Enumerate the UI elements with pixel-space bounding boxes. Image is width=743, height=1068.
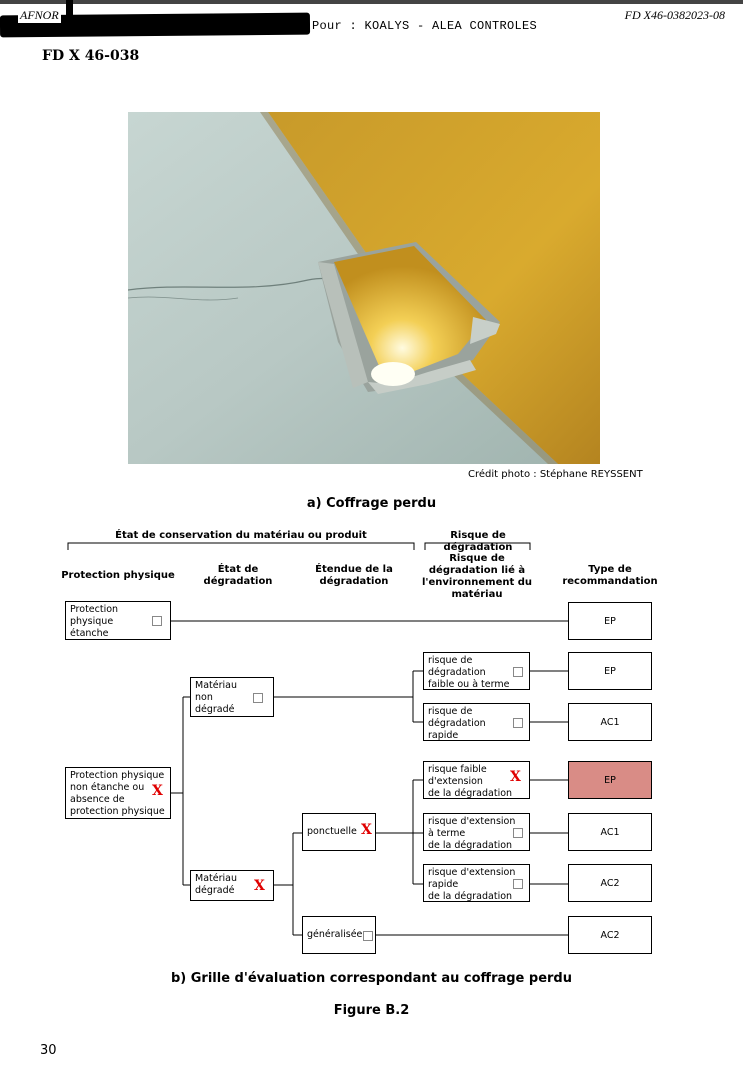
box-risque-rapide: risque de dégradation rapide <box>423 703 530 741</box>
col-header-recommendation: Type de recommandation <box>562 564 658 587</box>
col-header-risk-env: Risque de dégradation lié à l'environnement du matériau <box>421 553 533 600</box>
result-box: AC1 <box>568 703 652 741</box>
box-extension-rapide: risque d'extension rapide de la dégradation <box>423 864 530 902</box>
group-header-risk: Risque de dégradation <box>443 530 513 553</box>
box-risque-faible: risque de dégradation faible ou à terme <box>423 652 530 690</box>
box-protection-non-etanche: Protection physique non étanche ou absence de protection physique X <box>65 767 171 819</box>
checkbox-generalisee[interactable] <box>363 931 373 941</box>
col-header-protection: Protection physique <box>61 570 175 581</box>
checkbox-extension-rapide[interactable] <box>513 879 523 889</box>
group-header-conservation: État de conservation du matériau ou produit <box>115 530 367 541</box>
box-materiau-degrade: Matériau dégradé X <box>190 870 274 901</box>
checked-mark: X <box>361 822 372 838</box>
result-box-highlighted: EP <box>568 761 652 799</box>
result-box: AC2 <box>568 916 652 954</box>
checked-mark: X <box>510 769 521 785</box>
header-publisher: AFNOR <box>20 8 59 22</box>
box-protection-etanche: Protection physique étanche <box>65 601 171 640</box>
result-box: EP <box>568 602 652 640</box>
checkbox-risque-rapide[interactable] <box>513 718 523 728</box>
document-reference: FD X 46-038 <box>42 48 140 64</box>
checkbox-protection-etanche[interactable] <box>152 616 162 626</box>
grid-caption: b) Grille d'évaluation correspondant au coffrage perdu <box>170 971 572 986</box>
figure-title: Figure B.2 <box>333 1003 410 1018</box>
photo-credit: Crédit photo : Stéphane REYSSENT <box>468 469 643 480</box>
result-box: AC1 <box>568 813 652 851</box>
result-box: AC2 <box>568 864 652 902</box>
header-doc-id: FD X46-0382023-08 <box>624 8 725 22</box>
box-generalisee: généralisée <box>302 916 376 954</box>
box-extension-terme: risque d'extension à terme de la dégradation <box>423 813 530 851</box>
result-box: EP <box>568 652 652 690</box>
checked-mark: X <box>254 878 265 894</box>
box-ponctuelle: ponctuelle X <box>302 813 376 851</box>
col-header-state: État de dégradation <box>203 564 273 587</box>
box-extension-faible: risque faible d'extension de la dégradation X <box>423 761 530 799</box>
header-licensee: Pour : KOALYS - ALEA CONTROLES <box>312 19 538 33</box>
col-header-extent: Étendue de la dégradation <box>315 564 393 587</box>
photo-caption: a) Coffrage perdu <box>306 496 437 511</box>
box-materiau-non-degrade: Matériau non dégradé <box>190 677 274 717</box>
checked-mark: X <box>152 783 163 799</box>
checkbox-risque-faible[interactable] <box>513 667 523 677</box>
checkbox-non-degrade[interactable] <box>253 693 263 703</box>
checkbox-extension-terme[interactable] <box>513 828 523 838</box>
page-number: 30 <box>40 1043 57 1058</box>
